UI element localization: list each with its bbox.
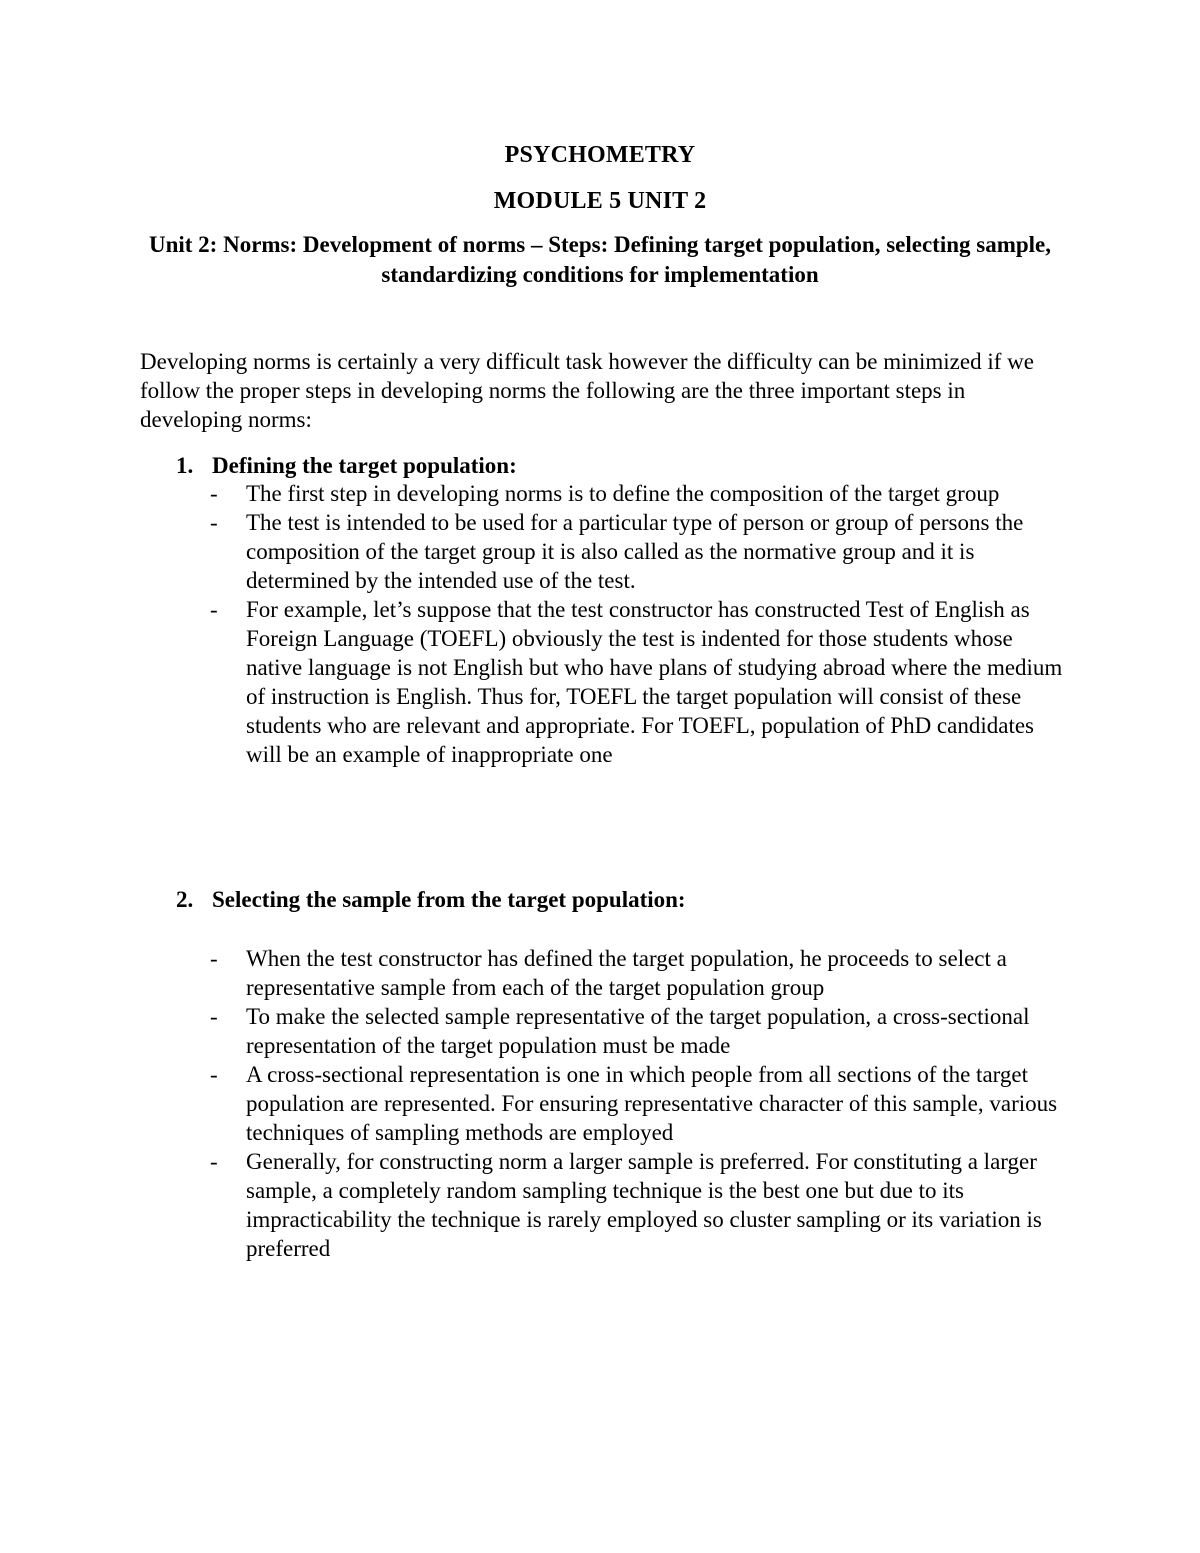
list-item-text: When the test constructor has defined the target population, he proceeds to select a representative sample from each of the target population group xyxy=(246,946,1007,1000)
list-item xyxy=(210,595,1070,769)
document-title: PSYCHOMETRY xyxy=(504,142,696,168)
list-item-text: To make the selected sample representative of the target population, a cross-sectional representation of the target population must be made xyxy=(246,1004,1030,1058)
bullet-dash: - xyxy=(210,481,218,506)
list-item-text: The test is intended to be used for a particular type of person or group of persons the composition of the target group it is also called as the normative group and it is determined by the intended use of the test. xyxy=(246,510,1024,593)
section-number: 2. xyxy=(176,887,194,912)
unit-heading: Unit 2: Norms: Development of norms – Steps: Defining target population, selecting sample, standardizing conditions for implementation xyxy=(148,232,1052,287)
list-item xyxy=(210,1060,1070,1147)
bullet-dash: - xyxy=(210,510,218,535)
bullet-dash: - xyxy=(210,946,218,971)
bullet-dash: - xyxy=(210,1062,218,1087)
intro-paragraph: Developing norms is certainly a very difficult task however the difficulty can be minimized if we follow the proper steps in developing norms the following are the three important steps in developing norms: xyxy=(140,349,1034,432)
bullet-list-defining-target-population xyxy=(210,479,1070,769)
section-number: 1. xyxy=(176,453,194,478)
module-label: MODULE 5 UNIT 2 xyxy=(493,188,707,214)
bullet-dash: - xyxy=(210,597,218,622)
list-item-text: For example, let’s suppose that the test constructor has constructed Test of English as Foreign Language (TOEFL) obviously the test is indented for those students whose native language is not English but who have plans of studying abroad where the medium of instruction is English. Thus for, TOEFL the target population will consist of these students who are relevant and appropriate. For TOEFL, population of PhD candidates will be an example of inappropriate one xyxy=(246,597,1063,767)
list-item xyxy=(210,508,1070,595)
list-item xyxy=(210,479,1070,508)
section-heading-text: Selecting the sample from the target population: xyxy=(212,887,686,912)
list-item xyxy=(210,1147,1070,1263)
list-item xyxy=(210,944,1070,1002)
section-heading-defining-target-population xyxy=(176,451,1056,480)
bullet-dash: - xyxy=(210,1149,218,1174)
section-heading-selecting-sample xyxy=(176,885,1056,914)
list-item-text: Generally, for constructing norm a larger sample is preferred. For constituting a larger sample, a completely random sampling technique is the best one but due to its impracticability the technique is rarely employed so cluster sampling or its variation is preferred xyxy=(246,1149,1042,1261)
list-item-text: The first step in developing norms is to define the composition of the target group xyxy=(246,481,1000,506)
bullet-list-selecting-sample xyxy=(210,944,1070,1263)
bullet-dash: - xyxy=(210,1004,218,1029)
list-item xyxy=(210,1002,1070,1060)
section-heading-text: Defining the target population: xyxy=(212,453,517,478)
list-item-text: A cross-sectional representation is one in which people from all sections of the target population are represented. For ensuring representative character of this sample, various techniques of sampling methods are employed xyxy=(246,1062,1058,1145)
